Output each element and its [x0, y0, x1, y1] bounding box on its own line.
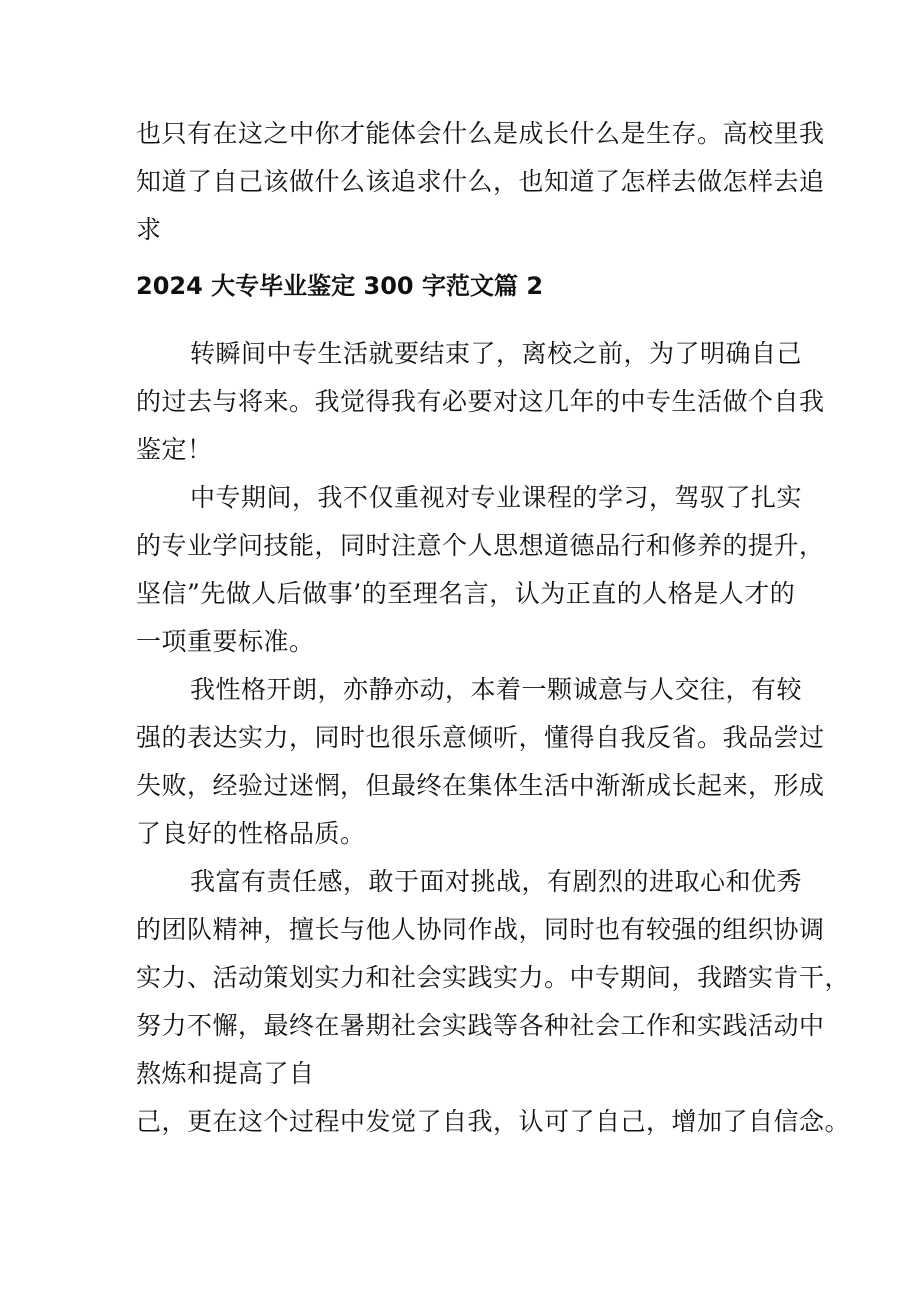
paragraph-4-line-6: 己，更在这个过程中发觉了自我，认可了自己，增加了自信念。	[136, 1107, 851, 1136]
intro-paragraph	[136, 110, 825, 254]
paragraph-4-line-1: 我富有责任感，敢于面对挑战，有剧烈的进取心和优秀	[190, 867, 803, 896]
paragraph-2	[136, 474, 825, 666]
paragraph-4-line-5: 熬炼和提高了自	[136, 1059, 315, 1088]
paragraph-2-line-4: 一项重要标准。	[136, 627, 315, 656]
paragraph-3	[136, 666, 825, 858]
intro-line-2: 知道了自己该做什么该追求什么，也知道了怎样去做怎样去追	[136, 167, 825, 196]
intro-line-1: 也只有在这之中你才能体会什么是成长什么是生存。高校里我	[136, 119, 825, 148]
paragraph-1-line-1: 转瞬间中专生活就要结束了，离校之前，为了明确自己	[190, 339, 803, 368]
paragraph-3-line-4: 了良好的性格品质。	[136, 819, 366, 848]
paragraph-3-line-1: 我性格开朗，亦静亦动，本着一颗诚意与人交往，有较	[190, 675, 803, 704]
paragraph-1-line-3: 鉴定！	[136, 435, 213, 464]
paragraph-2-line-2: 的专业学问技能，同时注意个人思想道德品行和修养的提升，	[136, 531, 825, 560]
paragraph-1-line-2: 的过去与将来。我觉得我有必要对这几年的中专生活做个自我	[136, 387, 825, 416]
paragraph-2-line-1: 中专期间，我不仅重视对专业课程的学习，驾驭了扎实	[190, 483, 803, 512]
paragraph-2-line-3: 坚信”先做人后做事’的至理名言，认为正直的人格是人才的	[136, 579, 796, 608]
paragraph-1	[136, 330, 825, 474]
paragraph-3-line-2: 强的表达实力，同时也很乐意倾听，懂得自我反省。我品尝过	[136, 723, 825, 752]
paragraph-4-line-3: 实力、活动策划实力和社会实践实力。中专期间，我踏实肯干，	[136, 963, 851, 992]
paragraph-4-line-2: 的团队精神，擅长与他人协同作战，同时也有较强的组织协调	[136, 915, 825, 944]
section-heading: 2024 大专毕业鉴定 300 字范文篇 2	[136, 272, 544, 300]
paragraph-4	[136, 858, 851, 1146]
paragraph-3-line-3: 失败，经验过迷惘，但最终在集体生活中渐渐成长起来，形成	[136, 771, 825, 800]
paragraph-4-line-4: 努力不懈，最终在暑期社会实践等各种社会工作和实践活动中	[136, 1011, 825, 1040]
intro-line-3: 求	[136, 215, 162, 244]
